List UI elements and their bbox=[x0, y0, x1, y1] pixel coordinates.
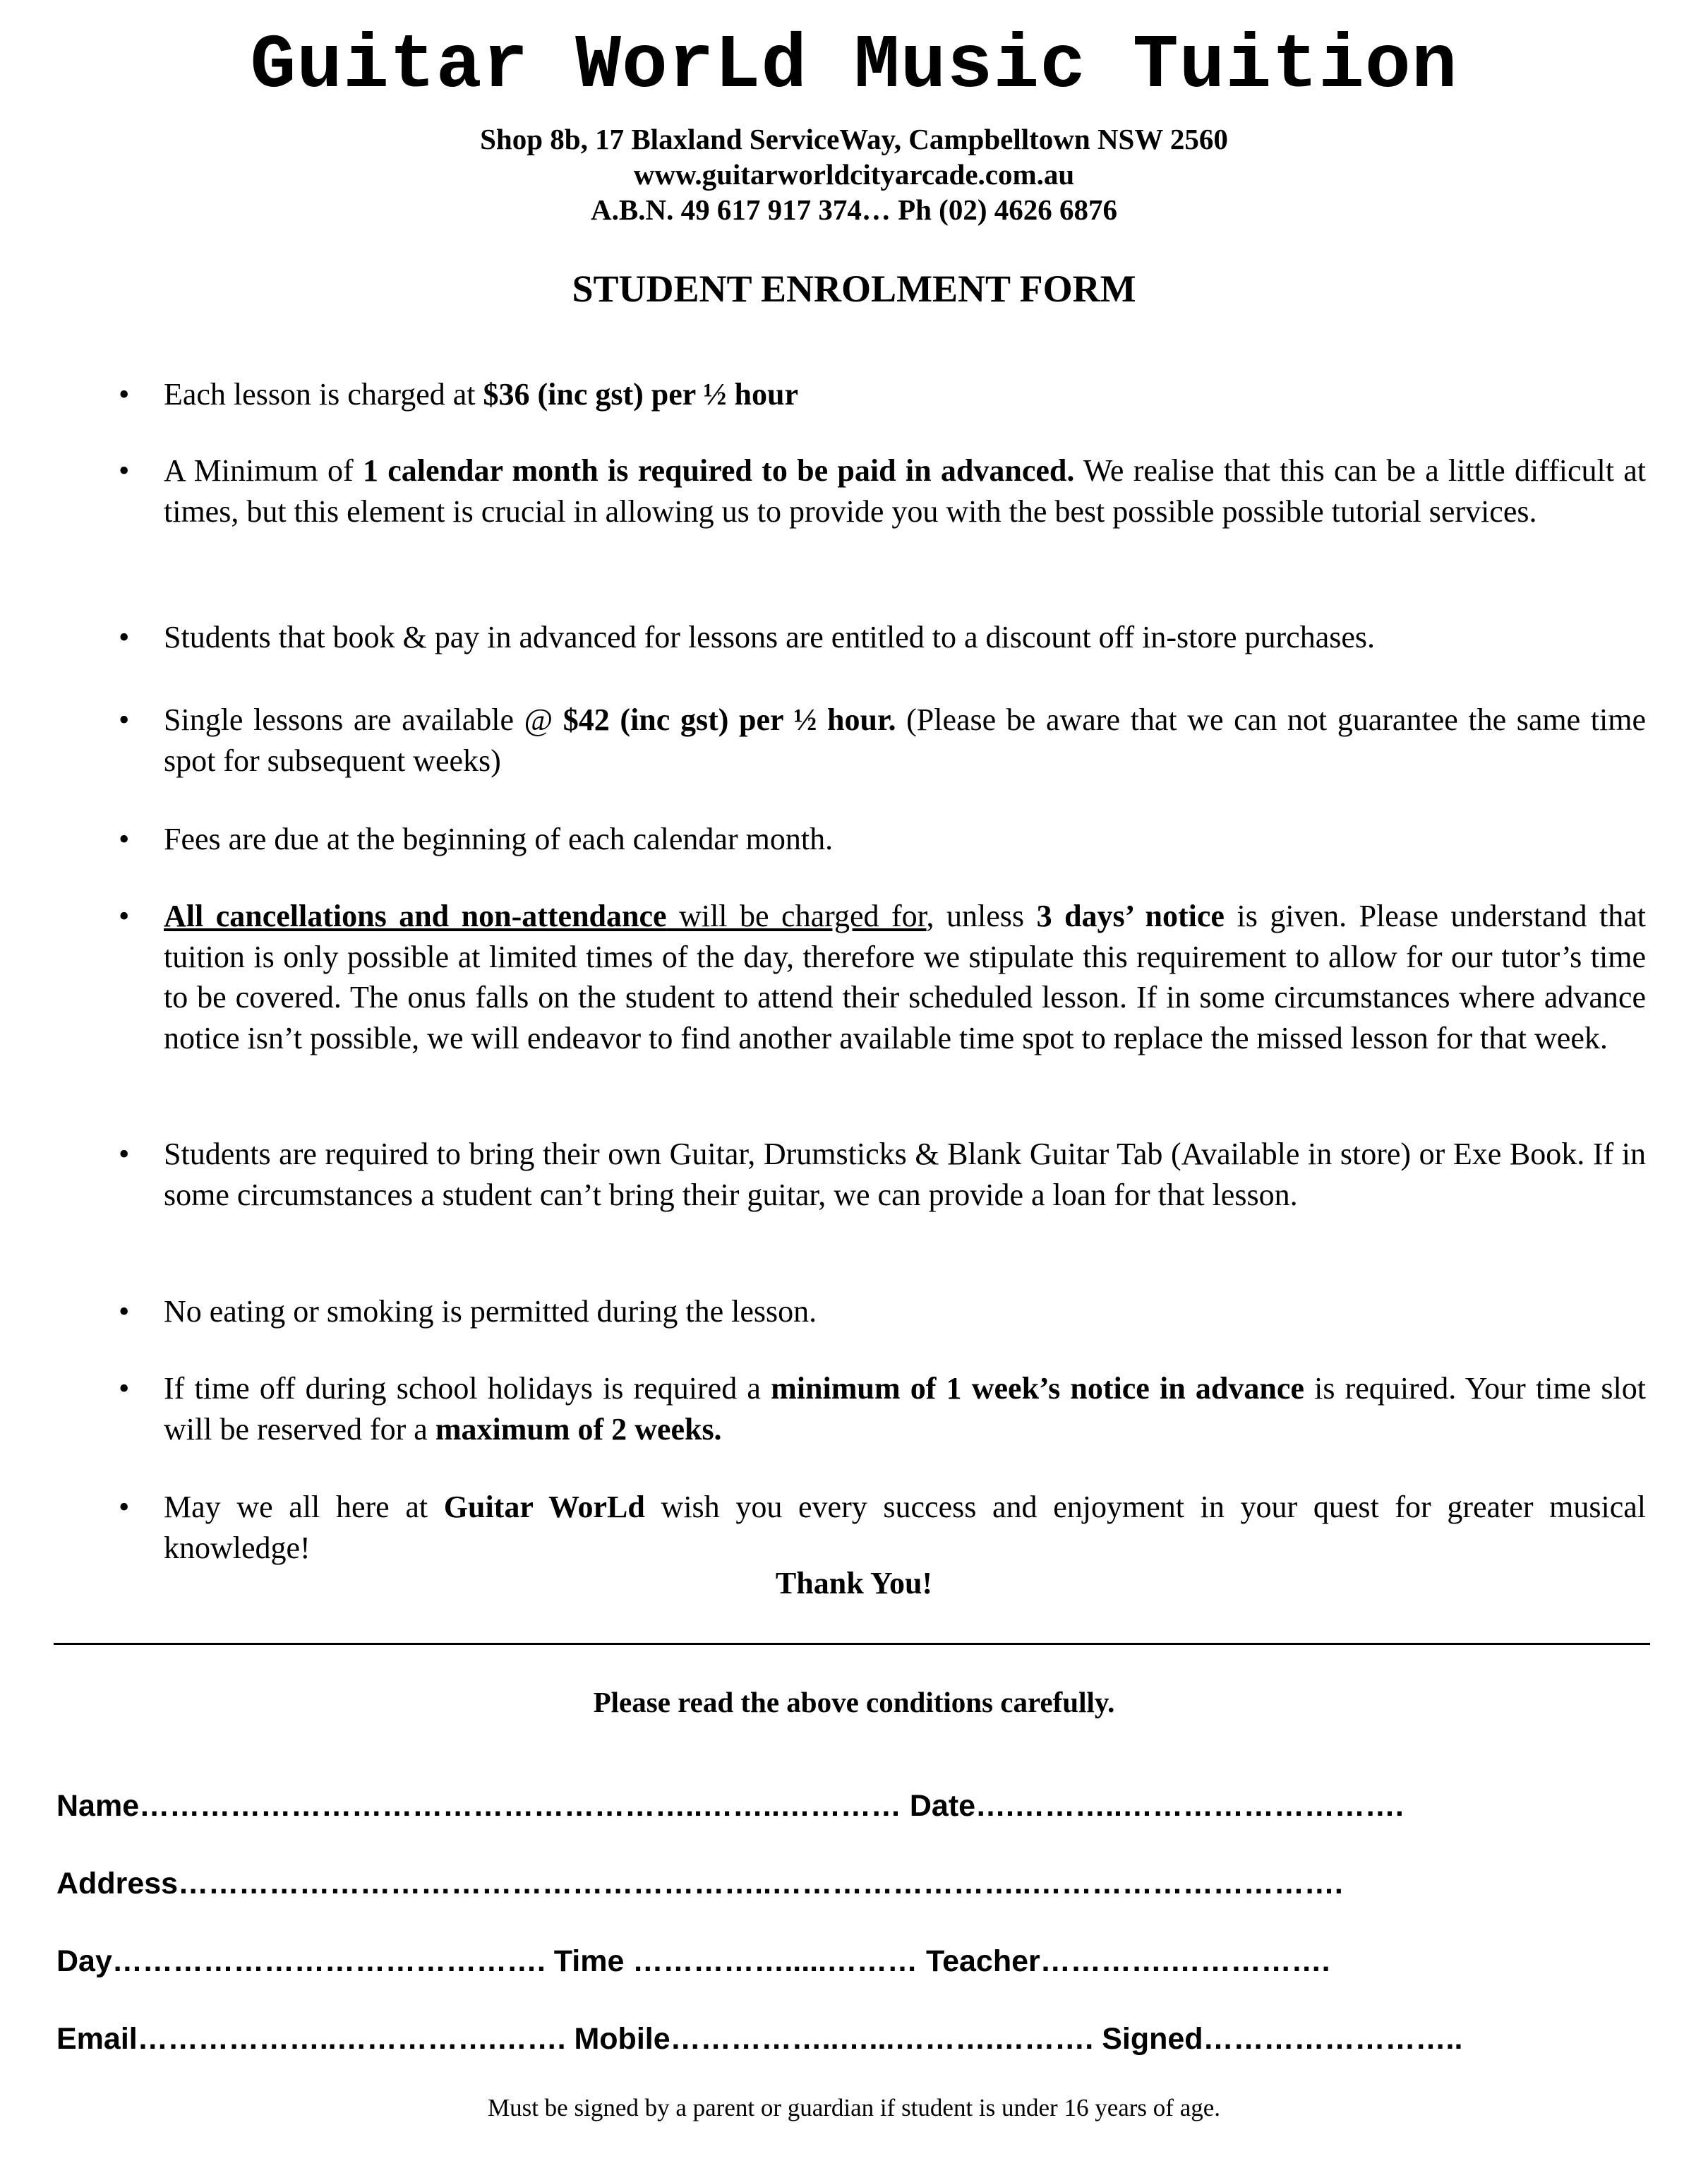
bullet-icon: • bbox=[119, 453, 130, 488]
condition-text: is required. Your time slot will be reserved for a bbox=[164, 1371, 1646, 1447]
condition-text: Each lesson is charged at bbox=[164, 377, 483, 412]
condition-text: wish you every success and enjoyment in your quest for greater musical knowledge! bbox=[164, 1490, 1647, 1565]
condition-emphasis: minimum of 1 week’s notice in advance bbox=[771, 1371, 1304, 1406]
read-conditions-notice: Please read the above conditions carefully. bbox=[593, 1686, 1115, 1718]
mobile-field[interactable]: Mobile……………..…...……….………. bbox=[574, 2022, 1102, 2056]
condition-emphasis: 3 days’ notice bbox=[1036, 899, 1225, 933]
business-title: Guitar WorLd Music Tuition bbox=[250, 23, 1458, 109]
condition-emphasis: $42 (inc gst) per ½ hour. bbox=[563, 702, 896, 737]
divider bbox=[54, 1643, 1650, 1645]
guardian-signature-note: Must be signed by a parent or guardian if student is under 16 years of age. bbox=[487, 2094, 1221, 2121]
condition-cancellations bbox=[119, 896, 1647, 1058]
address-row bbox=[56, 1864, 1567, 1903]
condition-minimum-payment bbox=[119, 450, 1646, 532]
condition-discount bbox=[119, 617, 1646, 658]
condition-text: May we all here at bbox=[164, 1490, 444, 1524]
condition-emphasis: 1 calendar month is required to be paid in advanced. bbox=[362, 453, 1075, 488]
bullet-icon: • bbox=[119, 1490, 130, 1524]
email-field[interactable]: Email………………..…………….……. bbox=[56, 2022, 575, 2056]
name-field[interactable]: Name………………………………………………..……..………… bbox=[56, 1789, 910, 1823]
condition-text: Students that book & pay in advanced for lessons are entitled to a discount off in-store purchases. bbox=[164, 620, 1375, 654]
condition-lesson-rate bbox=[119, 374, 1646, 415]
condition-single-lessons bbox=[119, 700, 1647, 781]
signed-field[interactable]: Signed…………………….. bbox=[1102, 2022, 1463, 2056]
condition-bring-equipment bbox=[119, 1134, 1646, 1215]
business-website: www.guitarworldcityarcade.com.au bbox=[633, 158, 1075, 191]
time-field[interactable]: Time …………….....……… bbox=[553, 1944, 926, 1978]
email-mobile-signed-row bbox=[56, 2019, 1567, 2059]
business-abn-phone: A.B.N. 49 617 917 374… Ph (02) 4626 6876 bbox=[591, 193, 1117, 226]
teacher-field[interactable]: Teacher………….……………. bbox=[926, 1944, 1330, 1978]
business-address: Shop 8b, 17 Blaxland ServiceWay, Campbelltown NSW 2560 bbox=[480, 123, 1228, 155]
condition-text: , unless bbox=[926, 899, 1037, 933]
bullet-icon: • bbox=[119, 1294, 130, 1329]
condition-text: If time off during school holidays is required a bbox=[164, 1371, 771, 1406]
condition-text: is given. Please understand that tuition is only possible at limited times of the day, therefore we stipulate this requirement to allow for our tutor’s time to be covered. The onus falls on the student to attend their scheduled lesson. If in some circumstances where advance notice isn’t possible, we will endeavor to find another available time spot to replace the missed lesson for that week. bbox=[164, 899, 1647, 1055]
condition-emphasis: $36 (inc gst) per ½ hour bbox=[483, 377, 798, 412]
condition-text: We realise that this can be a little difficult at times, but this element is crucial in allowing us to provide you with the best possible possible tutorial services. bbox=[164, 453, 1646, 529]
condition-text: A Minimum of bbox=[164, 453, 363, 488]
bullet-icon: • bbox=[119, 1137, 130, 1171]
bullet-icon: • bbox=[119, 620, 130, 654]
condition-no-eating bbox=[119, 1291, 1646, 1332]
condition-text: Students are required to bring their own Guitar, Drumsticks & Blank Guitar Tab (Available in store) or Exe Book. If in some circumstances a student can’t bring their guitar, we can provide a loan for that lesson. bbox=[164, 1137, 1646, 1212]
day-field[interactable]: Day……………………………………. bbox=[56, 1944, 554, 1978]
thank-you: Thank You! bbox=[775, 1566, 933, 1600]
bullet-icon: • bbox=[119, 822, 130, 856]
form-title: STUDENT ENROLMENT FORM bbox=[572, 268, 1136, 310]
condition-emphasis: All cancellations and non-attendance bbox=[164, 899, 667, 933]
bullet-icon: • bbox=[119, 702, 130, 737]
bullet-icon: • bbox=[119, 899, 130, 933]
condition-fees-due bbox=[119, 819, 1646, 860]
address-field[interactable]: Address…………………………………………………..……………………..…………………………. bbox=[56, 1867, 1343, 1900]
day-time-teacher-row bbox=[56, 1941, 1567, 1981]
condition-well-wishes bbox=[119, 1487, 1647, 1568]
bullet-icon: • bbox=[119, 1371, 130, 1406]
bullet-icon: • bbox=[119, 377, 130, 412]
condition-text: (Please be aware that we can not guarantee the same time spot for subsequent weeks) bbox=[164, 702, 1647, 778]
condition-emphasis: Guitar WorLd bbox=[443, 1490, 645, 1524]
condition-text: Single lessons are available @ bbox=[164, 702, 563, 737]
date-field[interactable]: Date….………..………………………. bbox=[909, 1789, 1404, 1823]
name-date-row bbox=[56, 1786, 1567, 1826]
condition-text: No eating or smoking is permitted during the lesson. bbox=[164, 1294, 817, 1329]
condition-text: Fees are due at the beginning of each calendar month. bbox=[164, 822, 834, 856]
condition-holidays bbox=[119, 1368, 1646, 1449]
condition-emphasis: maximum of 2 weeks. bbox=[435, 1411, 722, 1447]
condition-underlined: will be charged for bbox=[666, 899, 927, 933]
